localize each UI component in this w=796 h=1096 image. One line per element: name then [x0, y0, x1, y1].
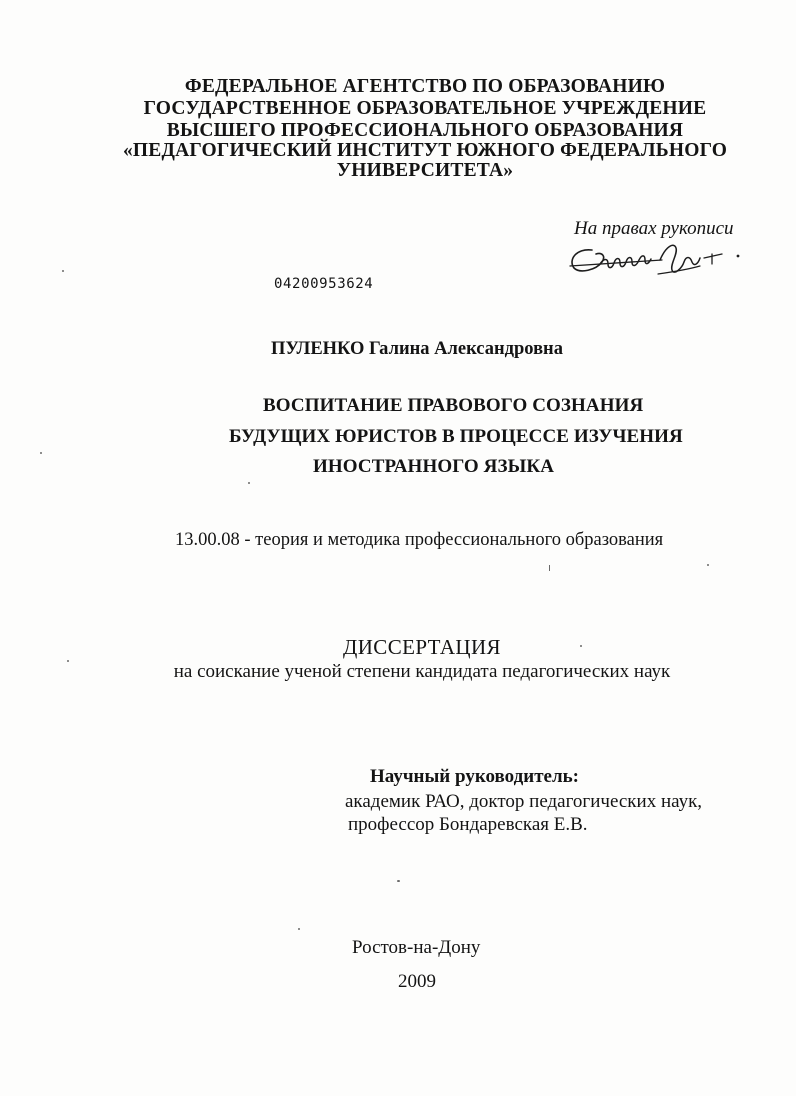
dissertation-title-line-3: ИНОСТРАННОГО ЯЗЫКА: [313, 456, 555, 477]
dissertation-title-line-1: ВОСПИТАНИЕ ПРАВОВОГО СОЗНАНИЯ: [263, 395, 644, 416]
degree-statement: на соискание ученой степени кандидата педагогических наук: [173, 661, 671, 682]
city: Ростов-на-Дону: [352, 937, 481, 958]
supervisor-name: профессор Бондаревская Е.В.: [348, 814, 588, 835]
institution-line-1: ФЕДЕРАЛЬНОЕ АГЕНТСТВО ПО ОБРАЗОВАНИЮ: [184, 76, 666, 97]
institution-line-5: УНИВЕРСИТЕТА»: [336, 160, 514, 181]
institution-line-2: ГОСУДАРСТВЕННОЕ ОБРАЗОВАТЕЛЬНОЕ УЧРЕЖДЕНИЕ: [143, 98, 707, 119]
document-type: ДИССЕРТАЦИЯ: [343, 635, 501, 659]
scan-speck: [62, 270, 64, 272]
scan-speck: [298, 928, 300, 930]
supervisor-credentials: академик РАО, доктор педагогических наук,: [345, 791, 703, 812]
scan-speck: [248, 482, 250, 484]
manuscript-note: На правах рукописи: [574, 218, 734, 239]
scan-speck: [397, 880, 400, 882]
scan-speck: [707, 564, 709, 566]
supervisor-label: Научный руководитель:: [370, 766, 579, 787]
scan-speck: [580, 645, 582, 647]
handwritten-signature: [562, 236, 758, 286]
dissertation-title-line-2: БУДУЩИХ ЮРИСТОВ В ПРОЦЕССЕ ИЗУЧЕНИЯ: [229, 426, 683, 447]
scan-speck: [40, 452, 42, 454]
scan-speck: [549, 565, 550, 571]
institution-line-4: «ПЕДАГОГИЧЕСКИЙ ИНСТИТУТ ЮЖНОГО ФЕДЕРАЛЬНОГО: [122, 140, 728, 161]
specialty-code: 13.00.08 - теория и методика профессионального образования: [175, 530, 664, 550]
institution-line-3: ВЫСШЕГО ПРОФЕССИОНАЛЬНОГО ОБРАЗОВАНИЯ: [166, 120, 684, 141]
catalog-number: 04200953624: [274, 276, 374, 292]
year: 2009: [398, 971, 436, 992]
author-name: ПУЛЕНКО Галина Александровна: [271, 339, 563, 359]
scan-speck: [67, 660, 69, 662]
